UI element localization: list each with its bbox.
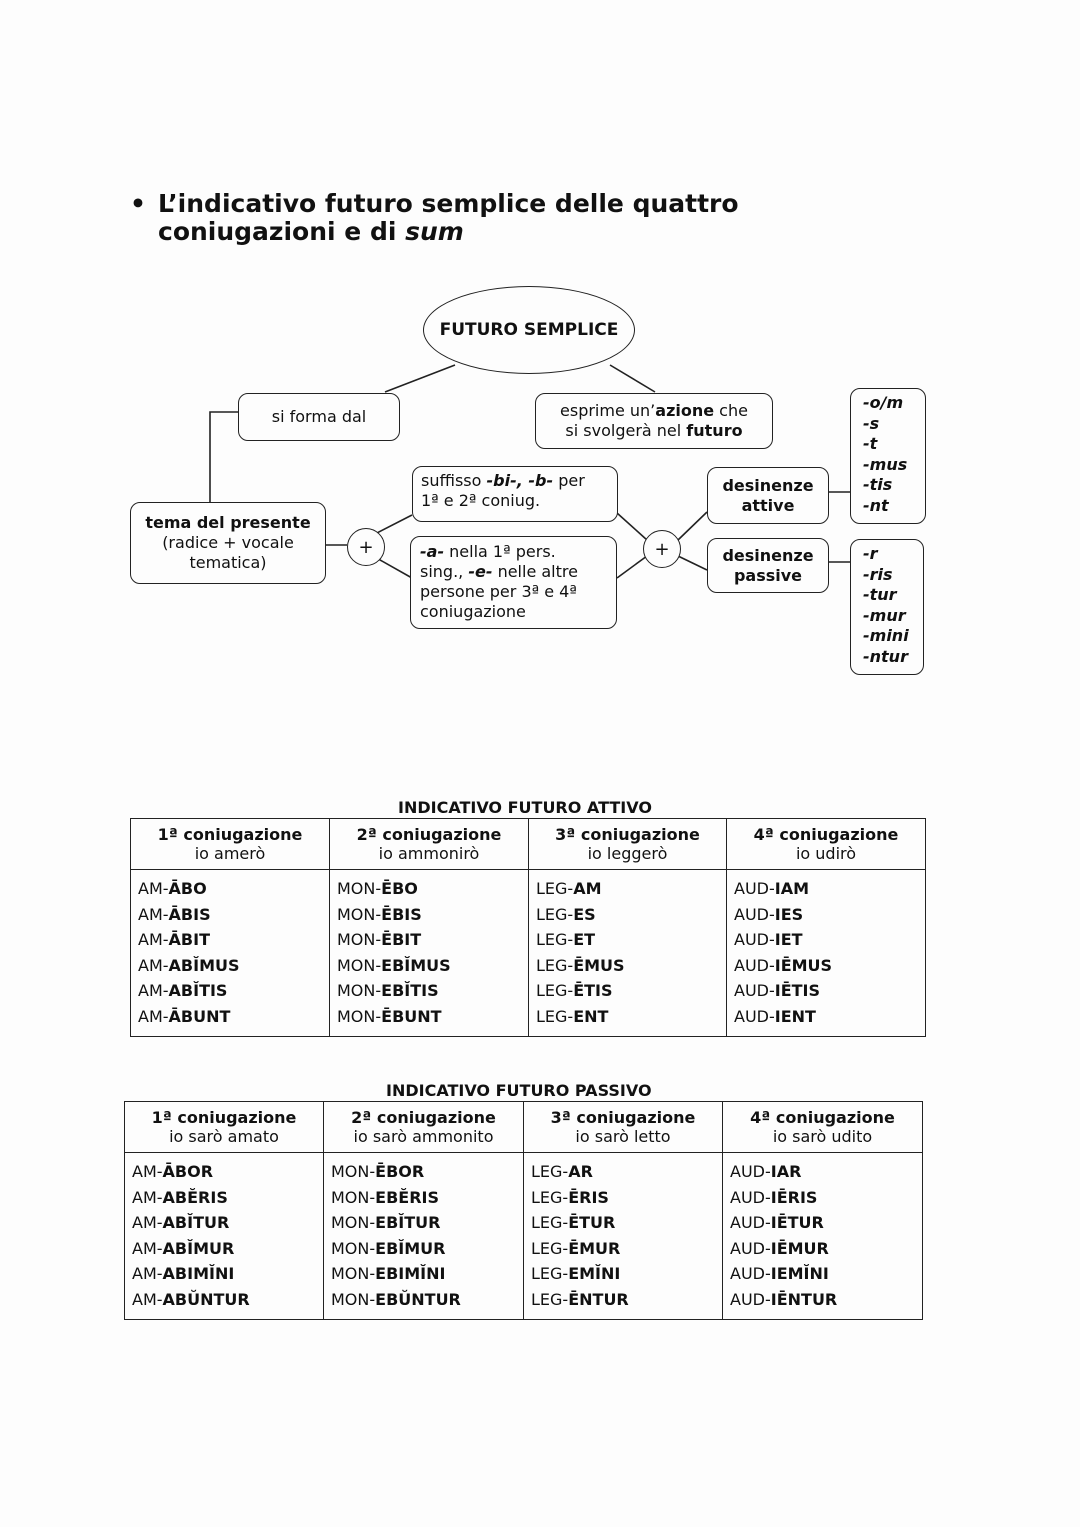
form-stem: AM- [132,1213,163,1233]
form-row [536,953,720,979]
map-node-suffix-a [410,536,617,629]
plus-icon-right: + [643,530,681,568]
form-ending: IES [774,904,804,924]
ending-item: -mur [863,605,906,625]
form-row [734,1004,919,1030]
form-ending: ĀBIS [168,904,211,924]
form-stem: AUD- [730,1289,771,1309]
header-title: 3ª coniugazione [550,1108,696,1127]
form-row [132,1287,317,1313]
header-example: io sarò letto [575,1127,671,1146]
theme-line-3: tematica) [189,553,267,572]
form-row [138,927,323,953]
form-ending: ET [573,930,596,950]
form-stem: AUD- [734,955,775,975]
form-stem: AM- [138,904,169,924]
form-row [138,876,323,902]
form-row [132,1159,317,1185]
form-row [337,902,522,928]
form-ending: ABIMĬNI [162,1264,235,1284]
expresses-e: futuro [686,421,743,440]
form-ending: IĒTIS [774,981,821,1001]
ending-item: -mus [863,454,908,474]
suffix-a-g: coniugazione [420,602,526,621]
form-row [337,876,522,902]
expresses-d: si svolgerà nel [565,421,687,440]
header-example: io udirò [795,844,857,863]
form-ending: AR [568,1162,593,1181]
form-row [337,927,522,953]
form-row [531,1210,716,1236]
form-row [138,953,323,979]
suffix-a-d: -e- [468,562,493,581]
form-stem: AUD- [730,1213,771,1233]
form-ending: IAM [774,879,810,898]
active-header-1 [131,819,330,870]
form-ending: IĒTUR [770,1213,824,1233]
form-row [734,978,919,1004]
form-ending: EBĬMUR [375,1238,446,1258]
form-ending: ĀBUNT [168,1006,231,1026]
form-ending: IAR [770,1162,802,1181]
header-example: io ammonirò [378,844,480,863]
form-stem: AM- [138,930,169,950]
ending-item: -mini [863,626,909,645]
form-stem: AUD- [730,1187,771,1207]
form-stem: LEG- [536,904,574,924]
bullet: • [130,189,146,218]
passive-endings-list [850,539,924,675]
form-stem: MON- [331,1238,376,1258]
ending-item: -t [863,434,878,453]
header-example: io sarò amato [169,1127,279,1146]
plus-icon-left: + [347,528,385,566]
expresses-a: esprime un’ [560,401,656,420]
form-ending: ĒNTUR [568,1289,629,1309]
form-ending: EBŬNTUR [375,1289,461,1309]
form-row [536,1004,720,1030]
form-row [331,1236,517,1262]
theme-line-2: (radice + vocale [162,533,294,552]
form-stem: LEG- [531,1213,569,1233]
form-row [730,1210,916,1236]
expresses-text [560,401,748,441]
suffix-a-f: persone per 3ª e 4ª [420,582,577,601]
form-row [536,978,720,1004]
connector-root-right [610,365,655,392]
form-ending: ĒTUR [568,1213,616,1233]
suffix-a-b: nella 1ª pers. [444,542,556,561]
form-stem: AUD- [734,1006,775,1026]
expresses-c: che [714,401,748,420]
form-stem: MON- [331,1162,376,1181]
map-node-expresses [535,393,773,449]
form-ending: IEMĬNI [770,1264,829,1284]
header-title: 1ª coniugazione [151,1108,297,1127]
form-ending: AM [573,879,602,898]
header-title: 3ª coniugazione [555,825,700,844]
form-ending: ABŬNTUR [162,1289,250,1309]
form-stem: LEG- [531,1289,569,1309]
connector-suffix-bi-plus [617,513,647,540]
form-row [531,1287,716,1313]
suffix-bi-c: per [553,471,585,490]
form-ending: ĒBIT [381,930,422,950]
form-ending: EBĬMUS [381,955,451,975]
ending-item: -ris [863,564,893,584]
form-ending: ĒBIS [381,904,422,924]
ending-item: -tur [863,585,897,604]
form-row [536,876,720,902]
title-sum: sum [405,217,464,246]
form-ending: ĒBOR [375,1162,425,1181]
form-ending: ĒBO [381,879,418,898]
form-row [734,953,919,979]
header-example: io leggerò [587,844,668,863]
form-ending: IET [774,930,803,950]
form-stem: AM- [132,1264,163,1284]
form-stem: LEG- [536,930,574,950]
form-row [531,1261,716,1287]
form-row [331,1210,517,1236]
form-stem: AUD- [730,1162,771,1181]
form-ending: ĒMUR [568,1238,621,1258]
suffix-a-c: sing., [420,562,469,581]
form-row [138,902,323,928]
form-stem: MON- [337,879,382,898]
form-stem: AM- [132,1289,163,1309]
form-stem: LEG- [531,1264,569,1284]
form-stem: MON- [331,1213,376,1233]
passive-header-4 [723,1102,923,1153]
header-example: io amerò [194,844,266,863]
form-ending: ĒTIS [573,981,613,1001]
form-row [730,1159,916,1185]
form-row [337,1004,522,1030]
form-ending: ES [573,904,596,924]
form-ending: ABĬMUS [168,955,240,975]
form-ending: EBIMĬNI [375,1264,446,1284]
header-title: 2ª coniugazione [356,825,502,844]
map-node-suffix-bi [412,466,618,522]
theme-title: tema del presente [145,513,311,532]
active-column-3 [529,870,727,1037]
form-stem: AUD- [734,930,775,950]
ending-item: -tis [863,475,893,494]
form-row [730,1287,916,1313]
form-stem: LEG- [536,879,574,898]
form-stem: LEG- [536,1006,574,1026]
active-table-caption: INDICATIVO FUTURO ATTIVO [398,798,652,817]
form-stem: AM- [138,981,169,1001]
form-row [531,1185,716,1211]
form-ending: ĀBO [168,879,207,898]
form-row [734,902,919,928]
form-stem: MON- [331,1289,376,1309]
form-ending: IĒMUR [770,1238,829,1258]
form-stem: AM- [132,1238,163,1258]
form-ending: ĒBUNT [381,1006,442,1026]
active-endings-list [850,388,926,524]
form-row [331,1287,517,1313]
passive-header-1 [125,1102,324,1153]
active-header-2 [330,819,529,870]
form-stem: LEG- [536,981,574,1001]
form-ending: ABĬTIS [168,981,228,1001]
form-row [331,1185,517,1211]
form-ending: ABĬTUR [162,1213,230,1233]
connector-plus-active [678,512,707,540]
passive-conjugation-table [124,1101,923,1320]
form-ending: ABĔRIS [162,1187,228,1207]
suffix-bi-a: suffisso [421,471,487,490]
header-title: 4ª coniugazione [753,825,899,844]
form-ending: IENT [774,1006,816,1026]
form-ending: ABĬMUR [162,1238,235,1258]
title-line-1: L’indicativo futuro semplice delle quattro [158,189,739,218]
suffix-a-e: nelle altre [492,562,578,581]
ending-item: -o/m [863,393,904,412]
suffix-a-a: -a- [420,542,445,561]
form-row [132,1210,317,1236]
title-line-2-text: coniugazioni e di [158,217,406,246]
header-title: 4ª coniugazione [750,1108,895,1127]
form-stem: LEG- [531,1162,569,1181]
map-node-active-endings [707,467,829,524]
ending-item: -ntur [863,646,908,666]
form-ending: ĀBOR [162,1162,214,1181]
form-ending: IĒMUS [774,955,833,975]
form-stem: AUD- [730,1264,771,1284]
form-row [536,902,720,928]
passive-header-2 [324,1102,524,1153]
active-conjugation-table [130,818,926,1037]
form-ending: EBĔRIS [375,1187,439,1207]
passive-column-4 [723,1153,923,1320]
passive-column-2 [324,1153,524,1320]
form-row [730,1185,916,1211]
form-stem: AM- [138,1006,169,1026]
form-row [132,1261,317,1287]
ending-item: -nt [863,495,889,515]
active-label-2: attive [741,495,795,515]
form-stem: AUD- [734,904,775,924]
form-row [337,953,522,979]
ending-item: -s [863,413,880,433]
active-header-4 [727,819,926,870]
form-stem: MON- [337,930,382,950]
form-row [132,1236,317,1262]
form-stem: MON- [337,1006,382,1026]
form-stem: MON- [331,1187,376,1207]
form-ending: ĒMUS [573,955,625,975]
form-row [331,1159,517,1185]
form-ending: ĀBIT [168,930,210,950]
passive-header-3 [524,1102,723,1153]
form-row [337,978,522,1004]
suffix-bi-b: -bi-, -b- [486,471,554,490]
form-row [734,876,919,902]
ending-item: -r [863,544,878,563]
passive-column-1 [125,1153,324,1320]
form-stem: MON- [337,981,382,1001]
form-row [531,1159,716,1185]
form-row [536,927,720,953]
form-ending: IĒRIS [770,1187,818,1207]
header-example: io sarò udito [772,1127,873,1146]
form-stem: LEG- [531,1187,569,1207]
form-stem: AM- [132,1162,163,1181]
expresses-b: azione [655,401,715,420]
form-row [531,1236,716,1262]
active-column-1 [131,870,330,1037]
map-node-formed-from: si forma dal [238,393,400,441]
header-example: io sarò ammonito [353,1127,494,1146]
form-ending: ĒRIS [568,1187,609,1207]
connector-formed-theme [210,412,238,502]
form-stem: AM- [138,955,169,975]
form-row [331,1261,517,1287]
form-stem: AUD- [730,1238,771,1258]
active-column-2 [330,870,529,1037]
form-ending: EMĬNI [568,1264,621,1284]
form-stem: LEG- [531,1238,569,1258]
form-ending: EBĬTUR [375,1213,441,1233]
form-ending: IĒNTUR [770,1289,838,1309]
suffix-bi-d: 1ª e 2ª coniug. [421,491,541,510]
connector-root-left [385,365,455,392]
passive-label-1: desinenze [722,545,814,565]
map-node-theme [130,502,326,584]
form-stem: AUD- [734,879,775,898]
active-label-1: desinenze [722,475,814,495]
header-title: 2ª coniugazione [351,1108,496,1127]
form-ending: EBĬTIS [381,981,439,1001]
passive-table-caption: INDICATIVO FUTURO PASSIVO [386,1081,652,1100]
form-row [730,1236,916,1262]
form-stem: LEG- [536,955,574,975]
form-row [730,1261,916,1287]
header-title: 1ª coniugazione [157,825,303,844]
form-row [138,1004,323,1030]
form-stem: MON- [331,1264,376,1284]
form-row [138,978,323,1004]
map-root-node: FUTURO SEMPLICE [423,286,635,374]
map-node-passive-endings [707,538,829,593]
form-ending: ENT [573,1006,609,1026]
form-stem: AM- [138,879,169,898]
form-stem: AUD- [734,981,775,1001]
active-column-4 [727,870,926,1037]
form-row [132,1185,317,1211]
connector-suffix-a-plus [617,556,647,578]
form-stem: MON- [337,955,382,975]
passive-label-2: passive [733,565,803,585]
form-stem: AM- [132,1187,163,1207]
passive-column-3 [524,1153,723,1320]
form-stem: MON- [337,904,382,924]
form-row [734,927,919,953]
connector-plus-passive [678,556,707,570]
active-header-3 [529,819,727,870]
